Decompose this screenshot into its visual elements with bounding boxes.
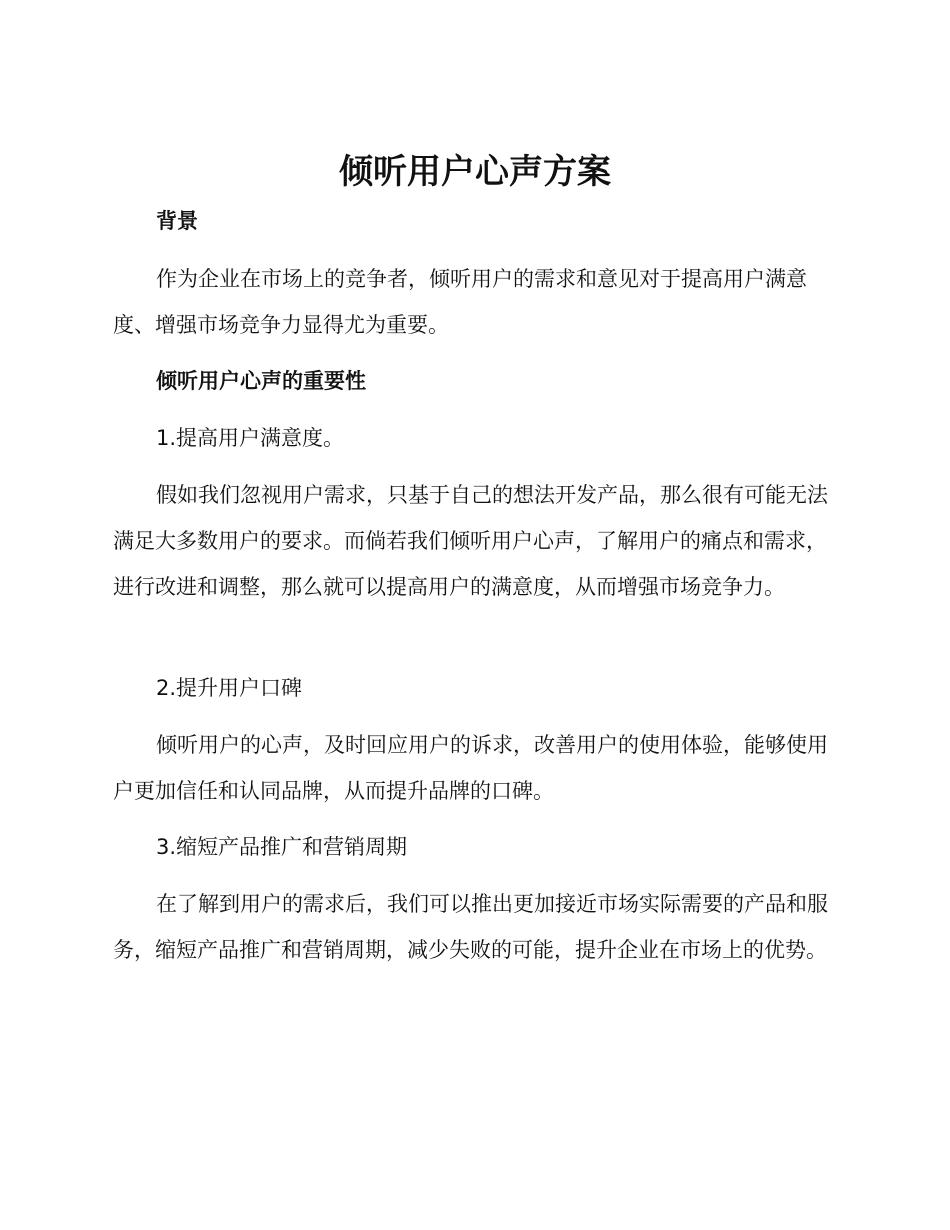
document-title: 倾听用户心声方案 — [339, 152, 611, 192]
heading-background: 背景 — [156, 209, 198, 233]
list-item-2-title: 2.提升用户口碑 — [156, 676, 303, 700]
list-item-1-title: 1.提高用户满意度。 — [156, 426, 345, 450]
heading-importance: 倾听用户心声的重要性 — [156, 369, 366, 393]
list-item-3-title: 3.缩短产品推广和营销周期 — [156, 835, 408, 859]
paragraph-background: 作为企业在市场上的竞争者，倾听用户的需求和意见对于提高用户满意度、增强市场竞争力显得尤为重要。 — [113, 267, 807, 337]
paragraph-satisfaction: 假如我们忽视用户需求，只基于自己的想法开发产品，那么很有可能无法满足大多数用户的要求。而倘若我们倾听用户心声，了解用户的痛点和需求，进行改进和调整，那么就可以提高用户的满意度，从而增强市场竞争力。 — [113, 483, 828, 599]
paragraph-reputation: 倾听用户的心声，及时回应用户的诉求，改善用户的使用体验，能够使用户更加信任和认同品牌，从而提升品牌的口碑。 — [113, 733, 828, 803]
paragraph-marketing-cycle: 在了解到用户的需求后，我们可以推出更加接近市场实际需要的产品和服务，缩短产品推广和营销周期，减少失败的可能，提升企业在市场上的优势。 — [113, 892, 828, 962]
